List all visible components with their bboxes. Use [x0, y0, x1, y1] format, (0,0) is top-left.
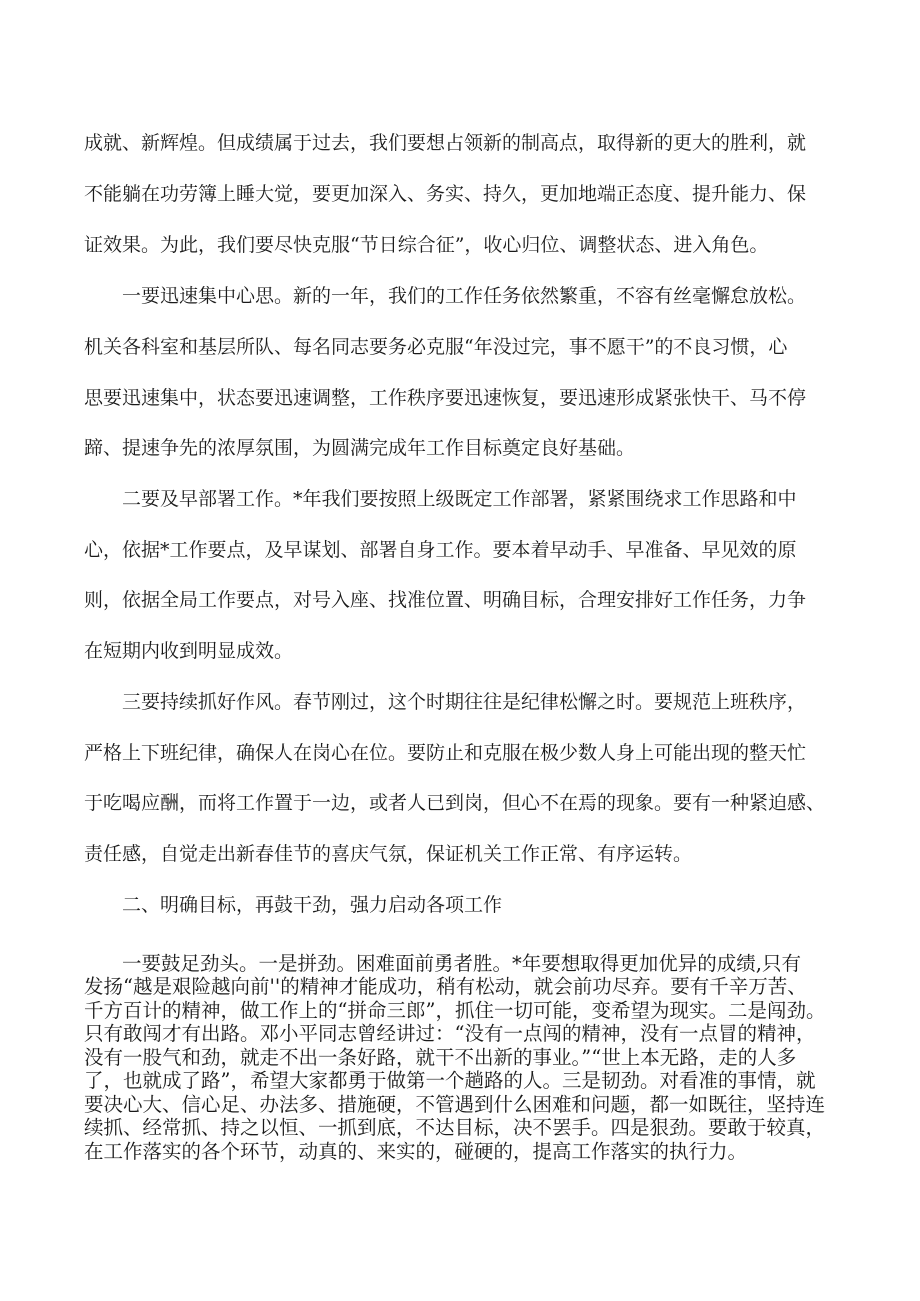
- text-line: 不能躺在功劳簿上睡大觉，要更加深入、务实、持久，更加地端正态度、提升能力、保: [84, 183, 807, 205]
- text-line: 于吃喝应酬，而将工作置于一边，或者人已到岗，但心不在焉的现象。要有一种紧迫感、: [84, 792, 826, 814]
- text-line: 思要迅速集中，状态要迅速调整，工作秩序要迅速恢复，要迅速形成紧张快干、马不停: [84, 387, 807, 409]
- text-line: 二要及早部署工作。*年我们要按照上级既定工作部署，紧紧围绕求工作思路和中: [122, 488, 797, 510]
- text-line: 没有一股气和劲，就走不出一条好路，就干不出新的事业。”“世上本无路，走的人多: [84, 1046, 797, 1069]
- text-line: 了，也就成了路”，希望大家都勇于做第一个趟路的人。三是韧劲。对看准的事情，就: [84, 1069, 816, 1092]
- text-line: 一要鼓足劲头。一是拼劲。困难面前勇者胜。*年要想取得更加优异的成绩,只有: [122, 952, 801, 975]
- text-line: 要决心大、信心足、办法多、措施硬，不管遇到什么困难和问题，都一如既往，坚持连: [84, 1093, 826, 1116]
- text-line: 在短期内收到明显成效。: [84, 640, 294, 662]
- text-line: 三要持续抓好作风。春节刚过，这个时期往往是纪律松懈之时。要规范上班秩序，: [122, 691, 807, 713]
- text-line: 机关各科室和基层所队、每名同志要务必克服“年没过完，事不愿干”的不良习惯，心: [84, 336, 788, 358]
- text-line: 成就、新辉煌。但成绩属于过去，我们要想占领新的制高点，取得新的更大的胜利，就: [84, 132, 807, 154]
- text-line: 发扬“越是艰险越向前''的精神才能成功，稍有松动，就会前功尽弃。要有千辛万苦、: [84, 975, 807, 998]
- text-line: 责任感，自觉走出新春佳节的喜庆气氛，保证机关工作正常、有序运转。: [84, 843, 693, 865]
- text-line: 续抓、经常抓、持之以恒、一抓到底，不达目标，决不罢手。四是狠劲。要敢于较真，: [84, 1116, 826, 1139]
- text-line: 严格上下班纪律，确保人在岗心在位。要防止和克服在极少数人身上可能出现的整天忙: [84, 742, 807, 764]
- text-line: 则，依据全局工作要点，对号入座、找准位置、明确目标，合理安排好工作任务，力争: [84, 589, 807, 611]
- text-line: 证效果。为此，我们要尽快克服“节日综合征”，收心归位、调整状态、进入角色。: [84, 234, 769, 256]
- text-line: 千方百计的精神，做工作上的“拼命三郎”，抓住一切可能，变希望为现实。二是闯劲。: [84, 999, 826, 1022]
- text-line: 在工作落实的各个环节，动真的、来实的，碰硬的，提高工作落实的执行力。: [84, 1140, 748, 1163]
- text-line: 一要迅速集中心思。新的一年，我们的工作任务依然繁重，不容有丝毫懈怠放松。: [122, 285, 807, 307]
- text-line: 蹄、提速争先的浓厚氛围，为圆满完成年工作目标奠定良好基础。: [84, 437, 636, 459]
- text-line: 心，依据*工作要点，及早谋划、部署自身工作。要本着早动手、早准备、早见效的原: [84, 539, 797, 561]
- text-line: 只有敢闯才有出路。邓小平同志曾经讲过：“没有一点闯的精神，没有一点冒的精神，: [84, 1022, 816, 1045]
- section-heading: 二、明确目标，再鼓干劲，强力启动各项工作: [122, 894, 503, 916]
